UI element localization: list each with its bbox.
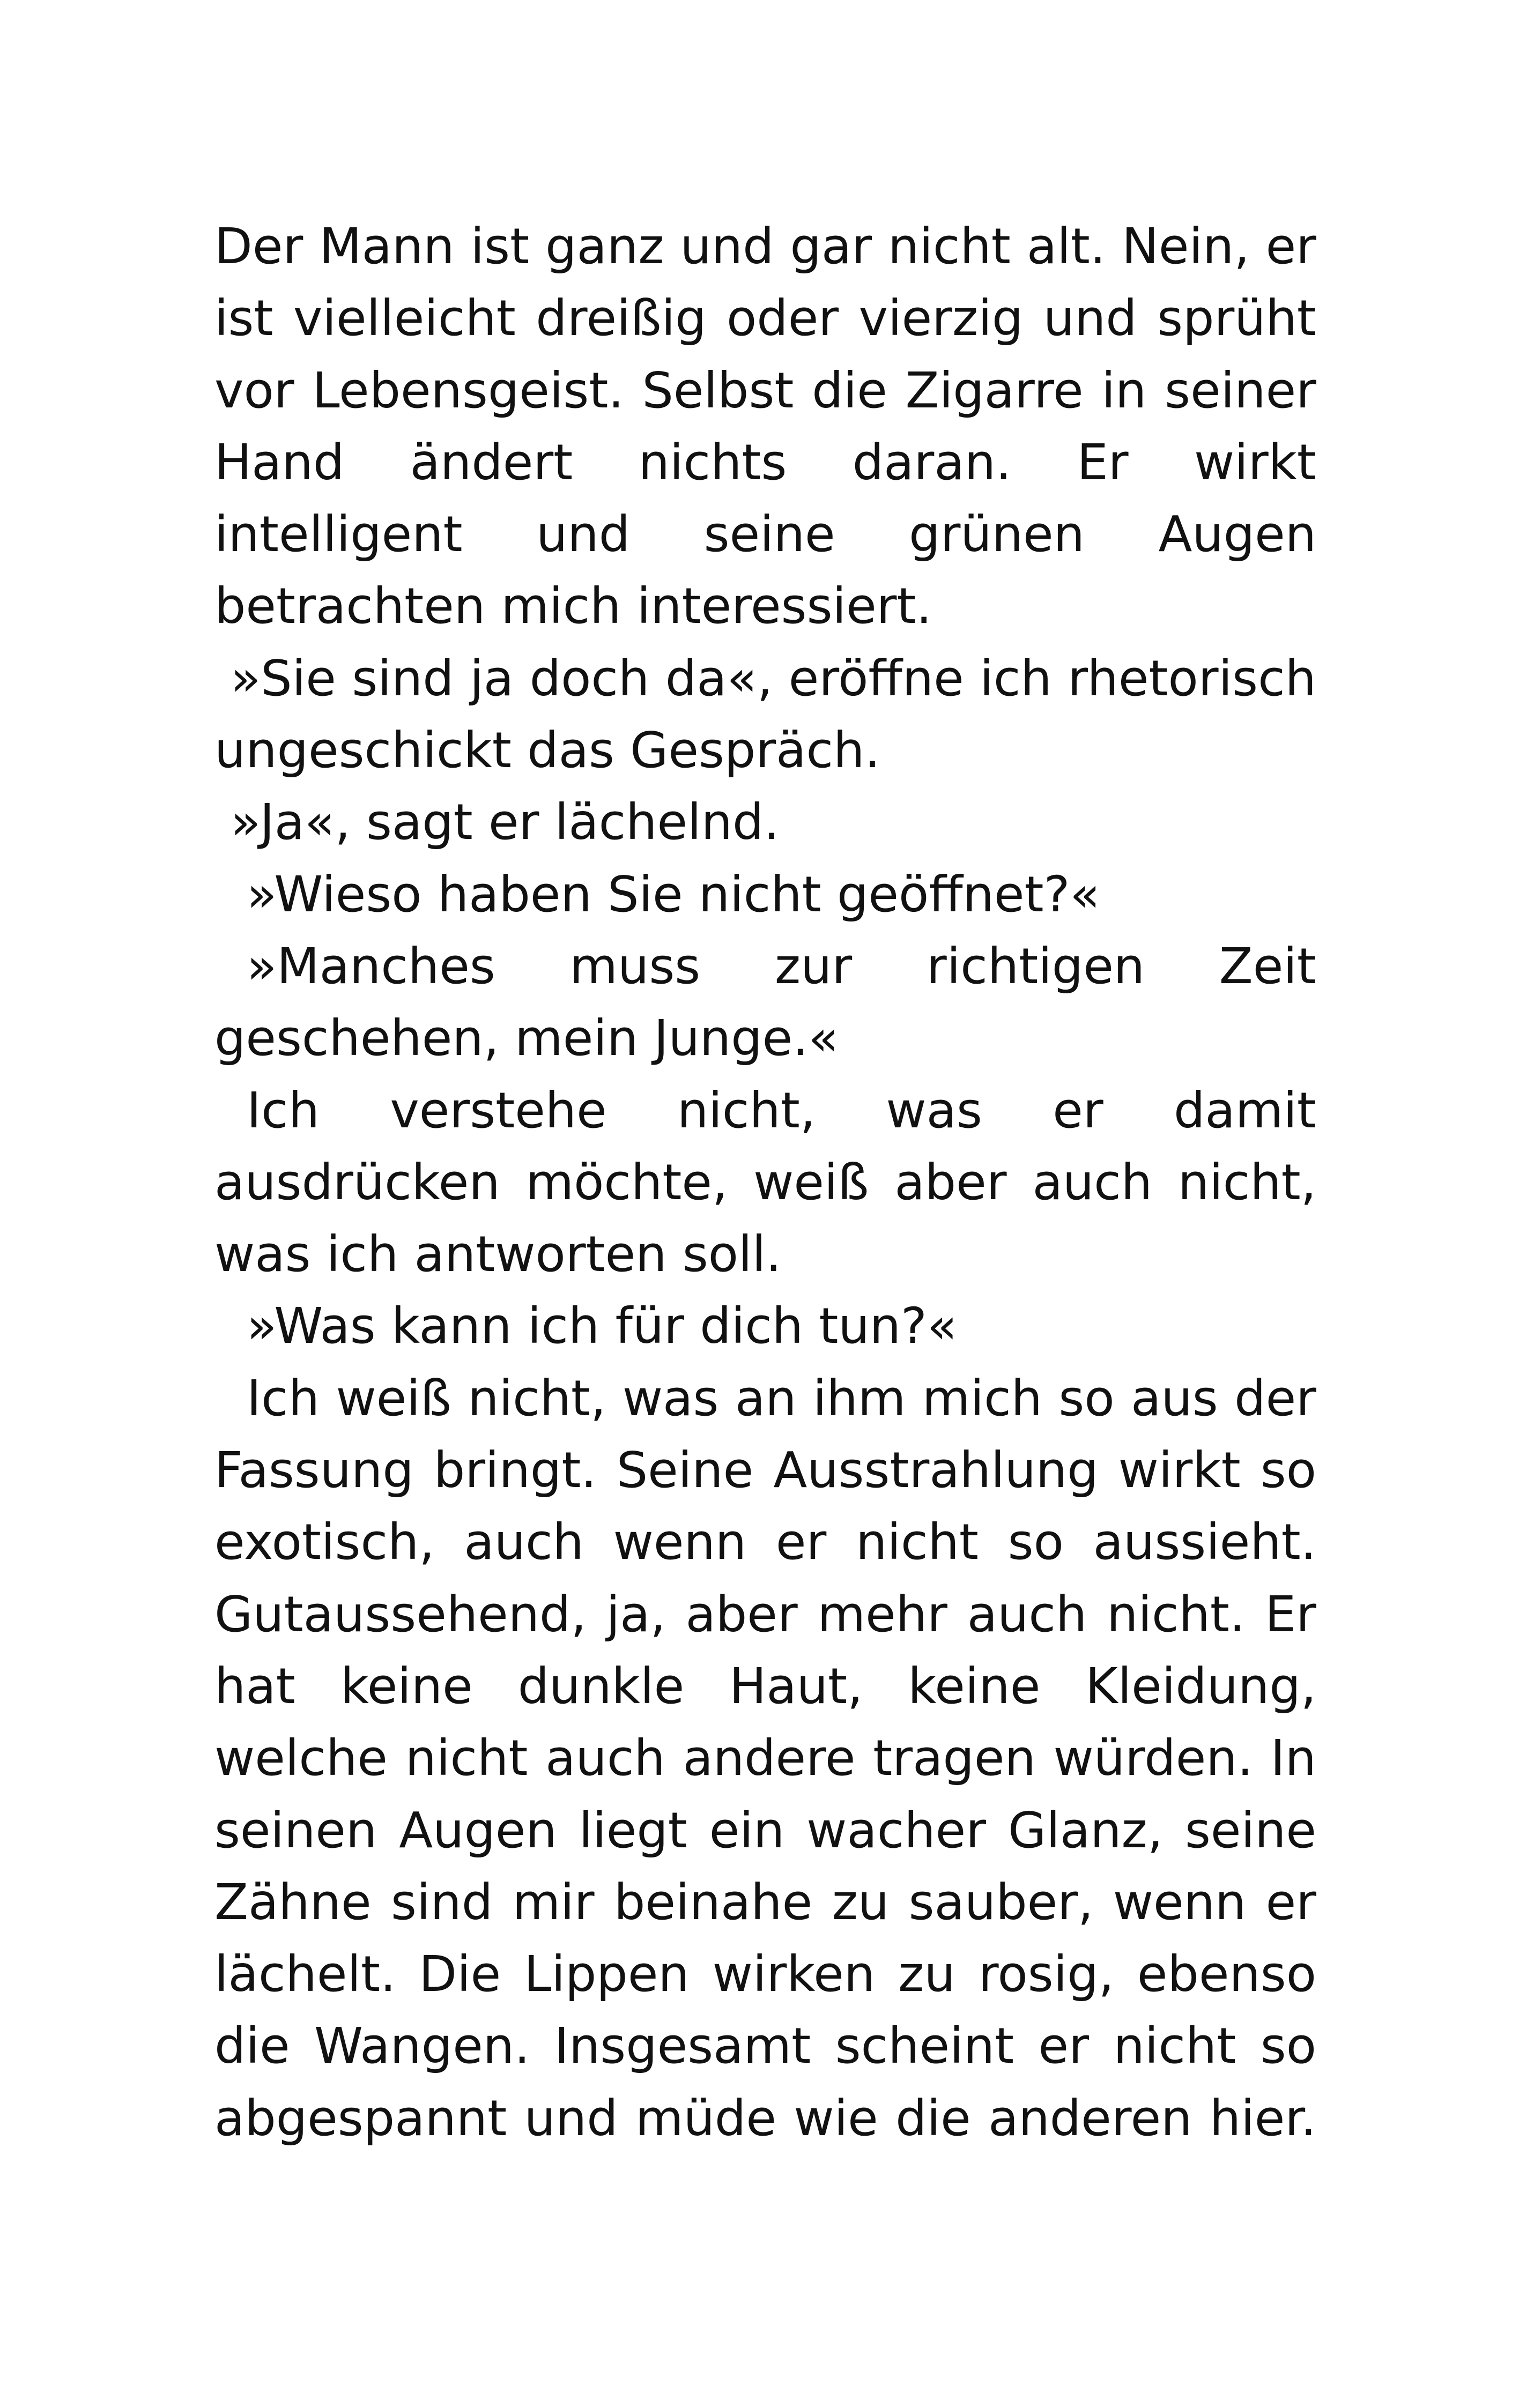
text-line: exotisch, auch wenn er nicht so aussieht. [214,1513,1316,1571]
text-line: »Wieso haben Sie nicht geöffnet?« [247,865,1100,923]
text-line: welche nicht auch andere tragen würden. In [214,1729,1316,1787]
text-line: ausdrücken möchte, weiß aber auch nicht, [214,1153,1316,1211]
text-line: abgespannt und müde wie die anderen hier. [214,2089,1316,2147]
text-line: Der Mann ist ganz und gar nicht alt. Nein, er [214,218,1316,275]
text-line: Ich weiß nicht, was an ihm mich so aus der [247,1369,1316,1427]
text-line: »Was kann ich für dich tun?« [247,1297,958,1355]
text-line: hat keine dunkle Haut, keine Kleidung, [214,1657,1316,1715]
text-line: ist vielleicht dreißig oder vierzig und sprüht [214,289,1316,347]
text-line: seinen Augen liegt ein wacher Glanz, seine [214,1801,1316,1859]
text-line: die Wangen. Insgesamt scheint er nicht so [214,2017,1316,2075]
text-line: »Sie sind ja doch da«, eröffne ich rhetorisch [231,649,1316,707]
text-line: »Ja«, sagt er lächelnd. [231,793,780,851]
text-line: Hand ändert nichts daran. Er wirkt [214,433,1316,491]
page-text [214,211,1316,2154]
text-line: was ich antworten soll. [214,1225,782,1283]
text-line: Zähne sind mir beinahe zu sauber, wenn er [214,1873,1316,1931]
text-line: Fassung bringt. Seine Ausstrahlung wirkt so [214,1441,1316,1499]
text-line: lächelt. Die Lippen wirken zu rosig, ebenso [214,1945,1316,2003]
text-line: vor Lebensgeist. Selbst die Zigarre in seiner [214,361,1316,419]
text-line: Ich verstehe nicht, was er damit [247,1081,1316,1139]
text-line: »Manches muss zur richtigen Zeit [247,937,1316,995]
text-line: Gutaussehend, ja, aber mehr auch nicht. Er [214,1585,1316,1643]
text-line: geschehen, mein Junge.« [214,1009,839,1067]
text-line: intelligent und seine grünen Augen [214,506,1316,563]
text-line: betrachten mich interessiert. [214,577,932,635]
text-line: ungeschickt das Gespräch. [214,722,880,779]
